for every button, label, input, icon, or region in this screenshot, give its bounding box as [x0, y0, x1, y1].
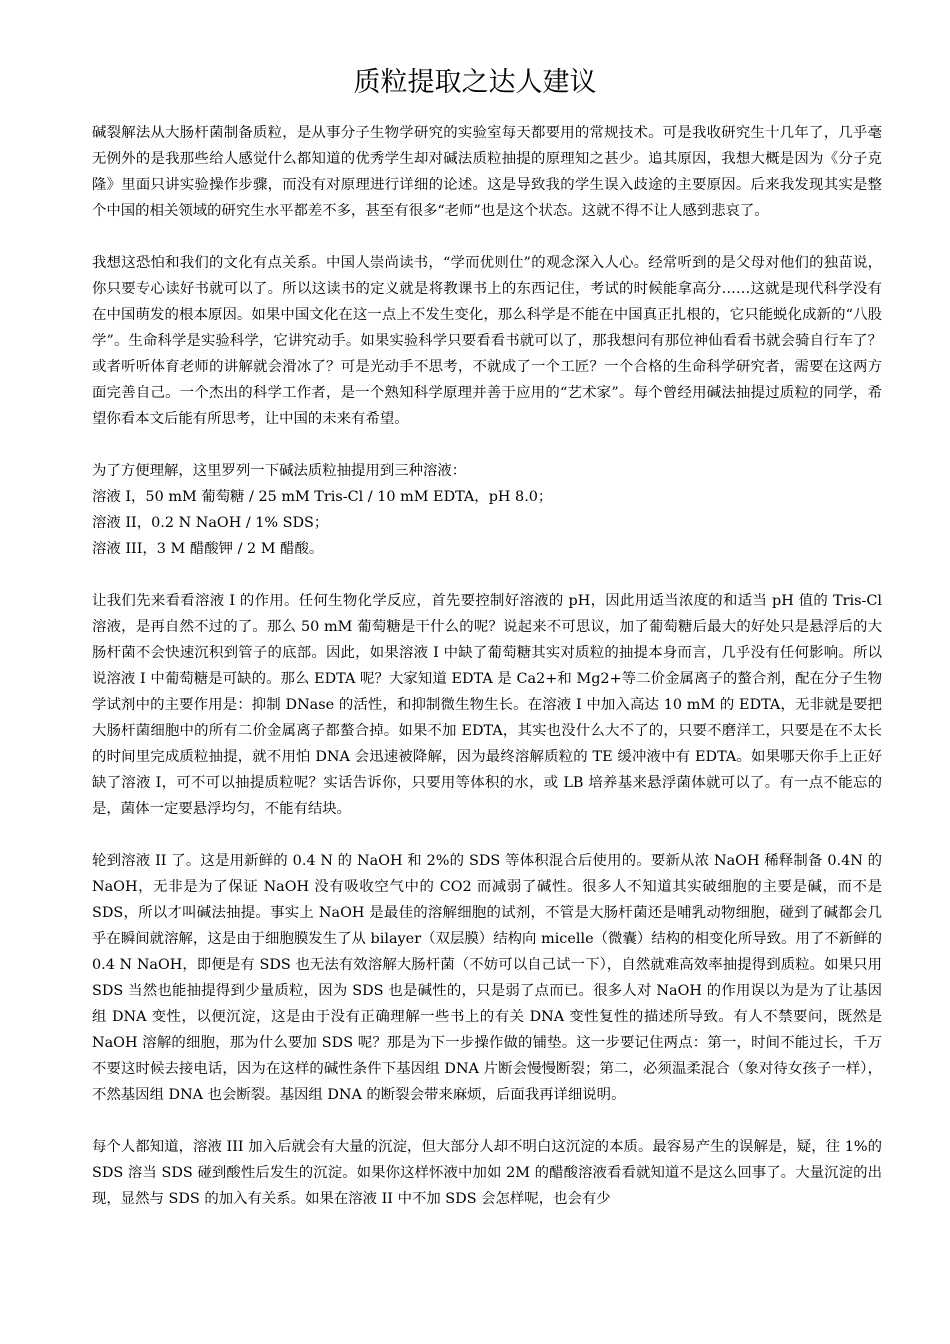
document-title: 质粒提取之达人建议 — [353, 67, 597, 98]
solution-list-intro: 为了方便理解，这里罗列一下碱法质粒抽提用到三种溶液： — [92, 463, 467, 479]
paragraph-solution-3: 每个人都知道，溶液 III 加入后就会有大量的沉淀，但大部分人却不明白这沉淀的本质。最容易产生的误解是，疑，往 1%的 SDS 溶当 SDS 碰到酸性后发生的沉淀。如果你这样怀液中加如 2M 的醋酸溶液看看就知道不是这么回事了。大量沉淀的出现，显然与 SDS 的加入有关系。如果在溶液 II 中不加 SDS 会怎样呢，也会有少 — [92, 1139, 882, 1207]
solution-item-2: 溶液 II，0.2 N NaOH / 1% SDS； — [92, 515, 329, 531]
paragraph-culture: 我想这恐怕和我们的文化有点关系。中国人崇尚读书，“学而优则仕”的观念深入人心。经常听到的是父母对他们的独苗说，你只要专心读好书就可以了。所以这读书的定义就是将教课书上的东西记住，考试的时候能拿高分……这就是现代科学没有在中国萌发的根本原因。如果中国文化在这一点上不发生变化，那么科学是不能在中国真正扎根的，它只能蜕化成新的“八股学”。生命科学是实验科学，它讲究动手。如果实验科学只要看看书就可以了，那我想问有那位神仙看看书就会骑自行车了？或者听听体育老师的讲解就会滑冰了？可是光动手不思考，不就成了一个工匠？一个合格的生命科学研究者，需要在这两方面完善自己。一个杰出的科学工作者，是一个熟知科学原理并善于应用的“艺术家”。每个曾经用碱法抽提过质粒的同学，希望你看本文后能有所思考，让中国的未来有希望。 — [92, 255, 882, 427]
solution-list — [92, 458, 882, 562]
paragraph-intro: 碱裂解法从大肠杆菌制备质粒，是从事分子生物学研究的实验室每天都要用的常规技术。可是我收研究生十几年了，几乎毫无例外的是我那些给人感觉什么都知道的优秀学生却对碱法质粒抽提的原理知之甚少。追其原因，我想大概是因为《分子克隆》里面只讲实验操作步骤，而没有对原理进行详细的论述。这是导致我的学生误入歧途的主要原因。后来我发现其实是整个中国的相关领域的研究生水平都差不多，甚至有很多“老师”也是这个状态。这就不得不让人感到悲哀了。 — [92, 125, 882, 219]
paragraph-solution-1: 让我们先来看看溶液 I 的作用。任何生物化学反应，首先要控制好溶液的 pH，因此用适当浓度的和适当 pH 值的 Tris-Cl 溶液，是再自然不过的了。那么 50 mM 葡萄糖是干什么的呢？说起来不可思议，加了葡萄糖后最大的好处只是悬浮后的大肠杆菌不会快速沉积到管子的底部。因此，如果溶液 I 中缺了葡萄糖其实对质粒的抽提本身而言，几乎没有任何影响。所以说溶液 I 中葡萄糖是可缺的。那么 EDTA 呢？大家知道 EDTA 是 Ca2+和 Mg2+等二价金属离子的螯合剂，配在分子生物学试剂中的主要作用是：抑制 DNase 的活性，和抑制微生物生长。在溶液 I 中加入高达 10 mM 的 EDTA，无非就是要把大肠杆菌细胞中的所有二价金属离子都螯合掉。如果不加 EDTA，其实也没什么大不了的，只要不磨洋工，只要是在不太长的时间里完成质粒抽提，就不用怕 DNA 会迅速被降解，因为最终溶解质粒的 TE 缓冲液中有 EDTA。如果哪天你手上正好缺了溶液 I，可不可以抽提质粒呢？实话告诉你，只要用等体积的水，或 LB 培养基来悬浮菌体就可以了。有一点不能忘的是，菌体一定要悬浮均匀，不能有结块。 — [92, 593, 882, 817]
paragraph-solution-2: 轮到溶液 II 了。这是用新鲜的 0.4 N 的 NaOH 和 2%的 SDS 等体积混合后使用的。要新从浓 NaOH 稀释制备 0.4N 的 NaOH，无非是为了保证 NaOH 没有吸收空气中的 CO2 而减弱了碱性。很多人不知道其实破细胞的主要是碱，而不是 SDS，所以才叫碱法抽提。事实上 NaOH 是最佳的溶解细胞的试剂，不管是大肠杆菌还是哺乳动物细胞，碰到了碱都会几乎在瞬间就溶解，这是由于细胞膜发生了从 bilayer（双层膜）结构向 micelle（微囊）结构的相变化所导致。用了不新鲜的 0.4 N NaOH，即便是有 SDS 也无法有效溶解大肠杆菌（不妨可以自己试一下），自然就难高效率抽提得到质粒。如果只用 SDS 当然也能抽提得到少量质粒，因为 SDS 也是碱性的，只是弱了点而已。很多人对 NaOH 的作用误以为是为了让基因组 DNA 变性，以便沉淀，这是由于没有正确理解一些书上的有关 DNA 变性复性的描述所导致。有人不禁要问，既然是 NaOH 溶解的细胞，那为什么要加 SDS 呢？那是为下一步操作做的铺垫。这一步要记住两点：第一，时间不能过长，千万不要这时候去接电话，因为在这样的碱性条件下基因组 DNA 片断会慢慢断裂；第二，必须温柔混合（象对待女孩子一样），不然基因组 DNA 也会断裂。基因组 DNA 的断裂会带来麻烦，后面我再详细说明。 — [92, 853, 882, 1103]
solution-item-1: 溶液 I，50 mM 葡萄糖 / 25 mM Tris-Cl / 10 mM EDTA，pH 8.0； — [92, 489, 553, 505]
document-body — [92, 120, 882, 1238]
solution-item-3: 溶液 III，3 M 醋酸钾 / 2 M 醋酸。 — [92, 541, 324, 557]
